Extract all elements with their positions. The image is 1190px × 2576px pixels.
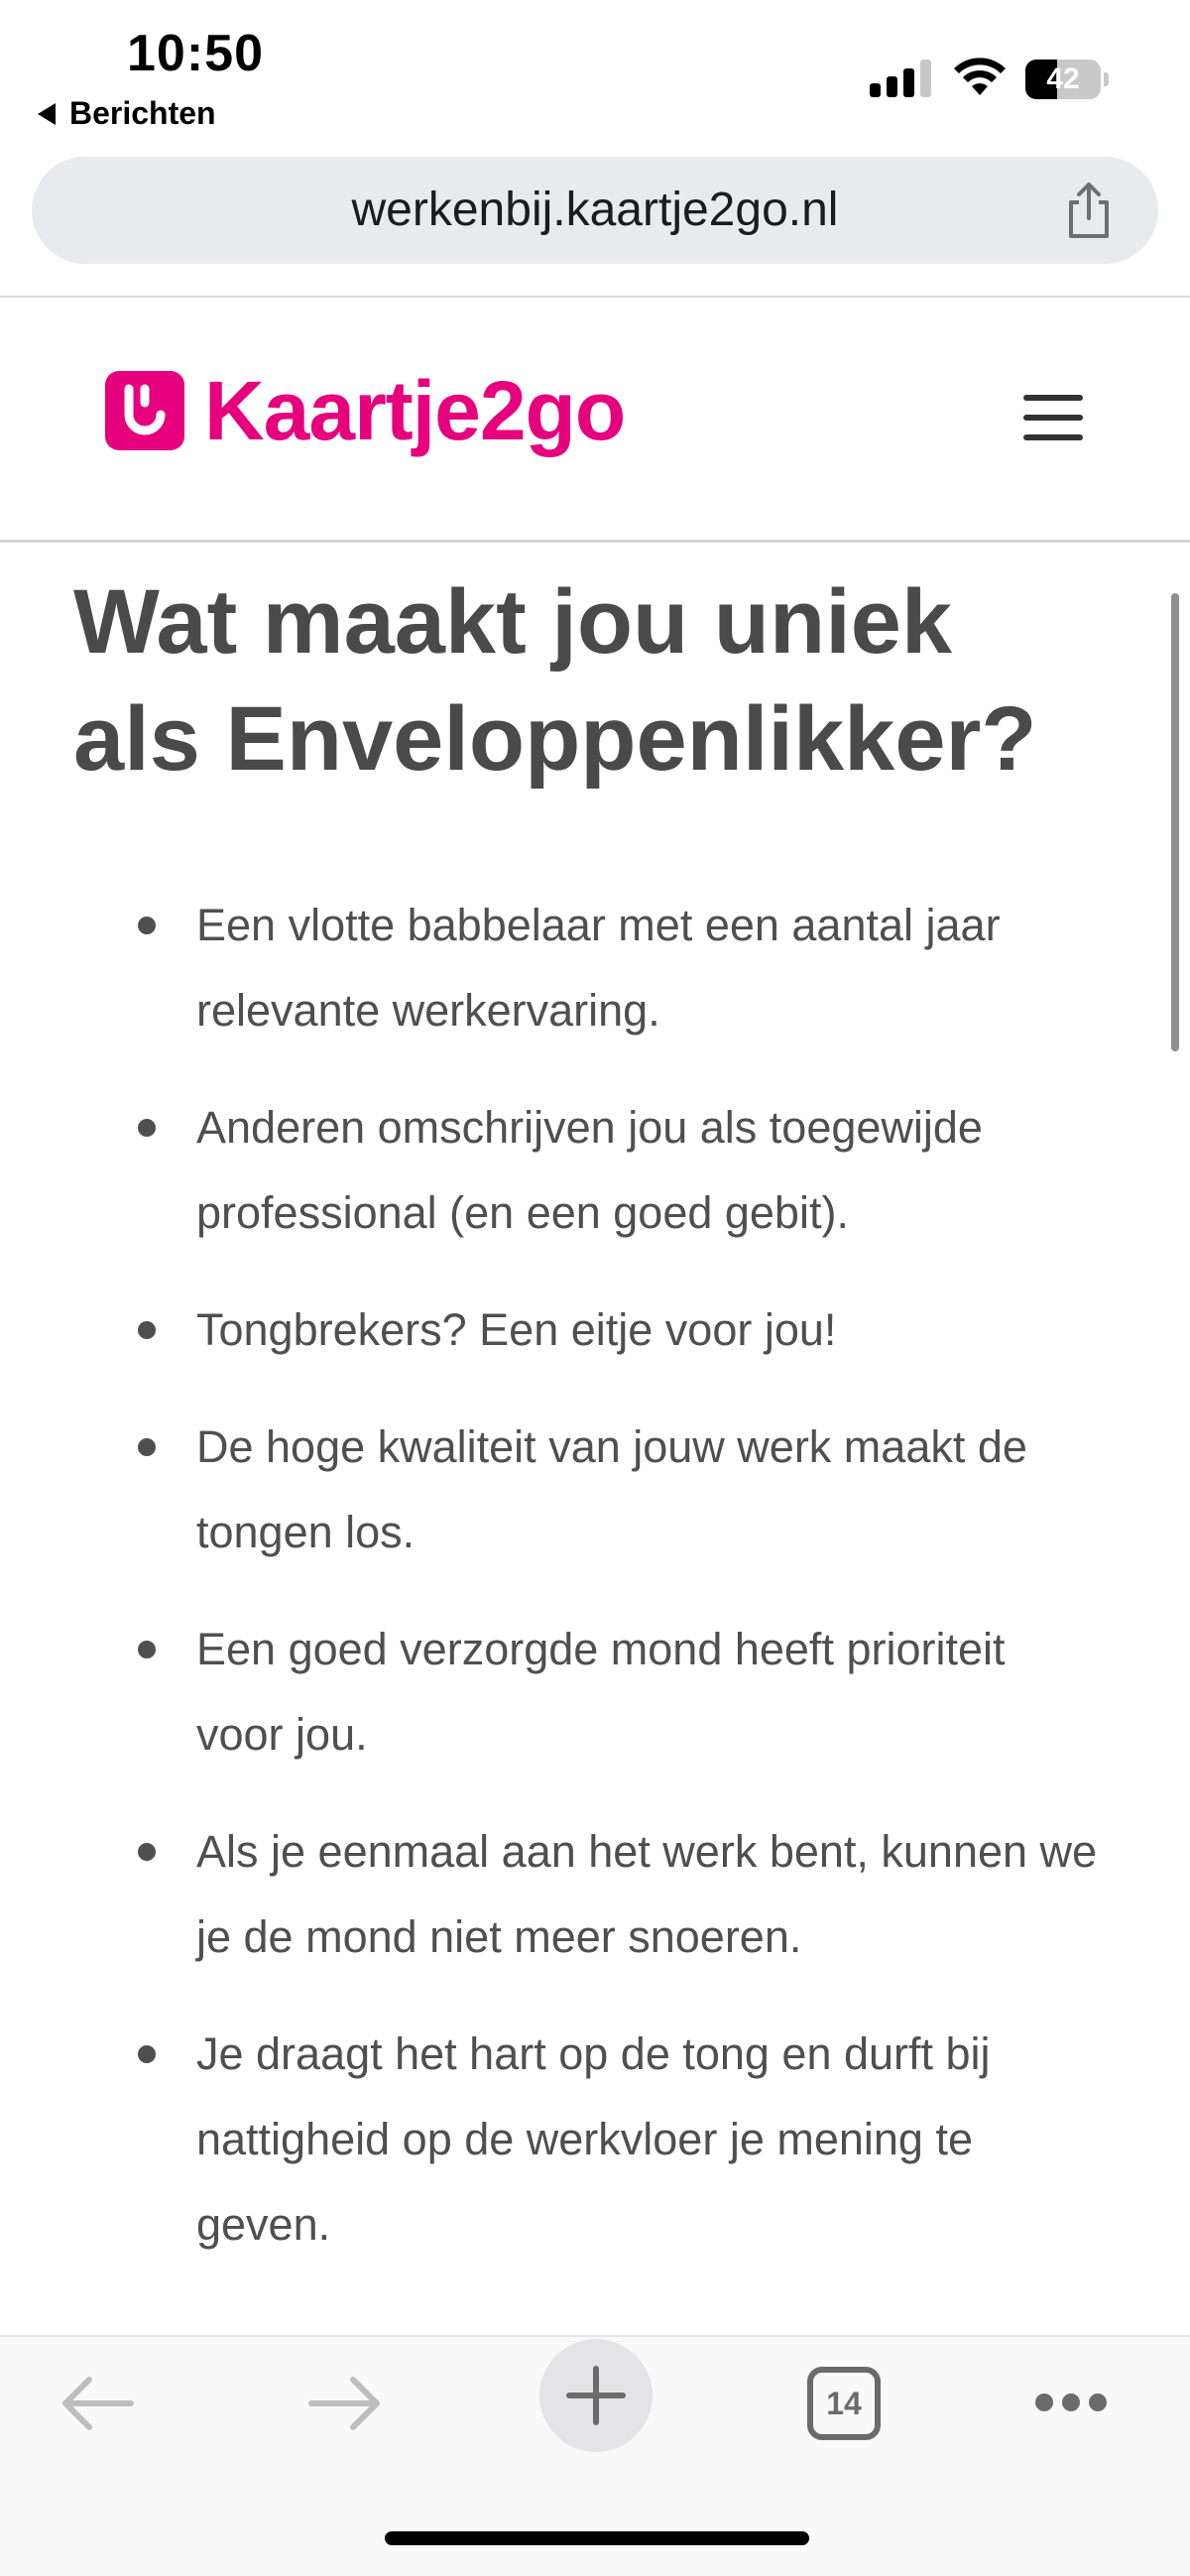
- url-text[interactable]: werkenbij.kaartje2go.nl: [351, 184, 839, 236]
- list-item: [196, 1607, 1148, 1778]
- list-item-line: Je draagt het hart op de tong en durft bij: [196, 2028, 991, 2079]
- list-item-line: voor jou.: [196, 1709, 368, 1760]
- list-item: [196, 1809, 1148, 1980]
- header-divider: [0, 540, 1190, 543]
- logo-text: Kaartje2go: [204, 364, 626, 457]
- more-icon[interactable]: [1031, 2391, 1111, 2416]
- logo-mark-icon: [105, 371, 184, 450]
- status-bar: [0, 0, 1190, 149]
- list-bullet: [138, 1843, 156, 1861]
- list-item-line: nattigheid op de werkvloer je mening te: [196, 2114, 973, 2164]
- page-scrollbar[interactable]: [1171, 593, 1179, 1051]
- list-bullet: [138, 1438, 156, 1456]
- list-item-line: je de mond niet meer snoeren.: [196, 1911, 802, 1962]
- page-heading: [73, 563, 1125, 797]
- tabs-button[interactable]: 14: [807, 2367, 881, 2440]
- address-bar[interactable]: [32, 157, 1158, 264]
- list-item-line: Anderen omschrijven jou als toegewijde: [196, 1102, 983, 1153]
- battery-level: 42: [1046, 62, 1080, 95]
- list-item-line: geven.: [196, 2199, 331, 2250]
- list-item-line: Een goed verzorgde mond heeft prioriteit: [196, 1624, 1006, 1674]
- list-item: [196, 1085, 1148, 1256]
- list-item-line: relevante werkervaring.: [196, 985, 660, 1036]
- list-item: [196, 1405, 1148, 1575]
- wifi-icon: [952, 56, 1008, 99]
- hamburger-menu-icon[interactable]: [1023, 395, 1083, 440]
- home-indicator[interactable]: [385, 2531, 809, 2545]
- list-item: [196, 883, 1148, 1053]
- list-item-line: Tongbrekers? Een eitje voor jou!: [196, 1304, 837, 1355]
- back-arrow-icon[interactable]: [58, 2369, 137, 2438]
- list-item-line: Een vlotte babbelaar met een aantal jaar: [196, 900, 1001, 950]
- list-item: [196, 2012, 1148, 2268]
- heading-line-2: als Enveloppenlikker?: [73, 688, 1037, 790]
- battery-icon: [1025, 60, 1109, 99]
- heading-line-1: Wat maakt jou uniek: [73, 571, 953, 673]
- status-time: 10:50: [127, 25, 264, 82]
- share-icon[interactable]: [1057, 179, 1121, 242]
- list-bullet: [138, 1321, 156, 1339]
- list-bullet: [138, 1641, 156, 1658]
- back-triangle-icon: [38, 103, 56, 125]
- cellular-signal-icon: [870, 60, 933, 97]
- list-item-line: professional (en een goed gebit).: [196, 1187, 849, 1238]
- site-logo[interactable]: [105, 364, 626, 457]
- list-bullet: [138, 917, 156, 934]
- list-bullet: [138, 2045, 156, 2063]
- list-item-line: tongen los.: [196, 1507, 416, 1557]
- back-app-label: Berichten: [69, 95, 216, 131]
- new-tab-button[interactable]: [539, 2339, 653, 2452]
- forward-arrow-icon[interactable]: [305, 2369, 385, 2438]
- list-item-line: De hoge kwaliteit van jouw werk maakt de: [196, 1421, 1027, 1472]
- back-to-app-button[interactable]: [38, 95, 216, 132]
- list-item-line: Als je eenmaal aan het werk bent, kunnen we: [196, 1826, 1098, 1877]
- plus-icon: [539, 2339, 653, 2452]
- list-item: [196, 1288, 1148, 1373]
- list-bullet: [138, 1119, 156, 1137]
